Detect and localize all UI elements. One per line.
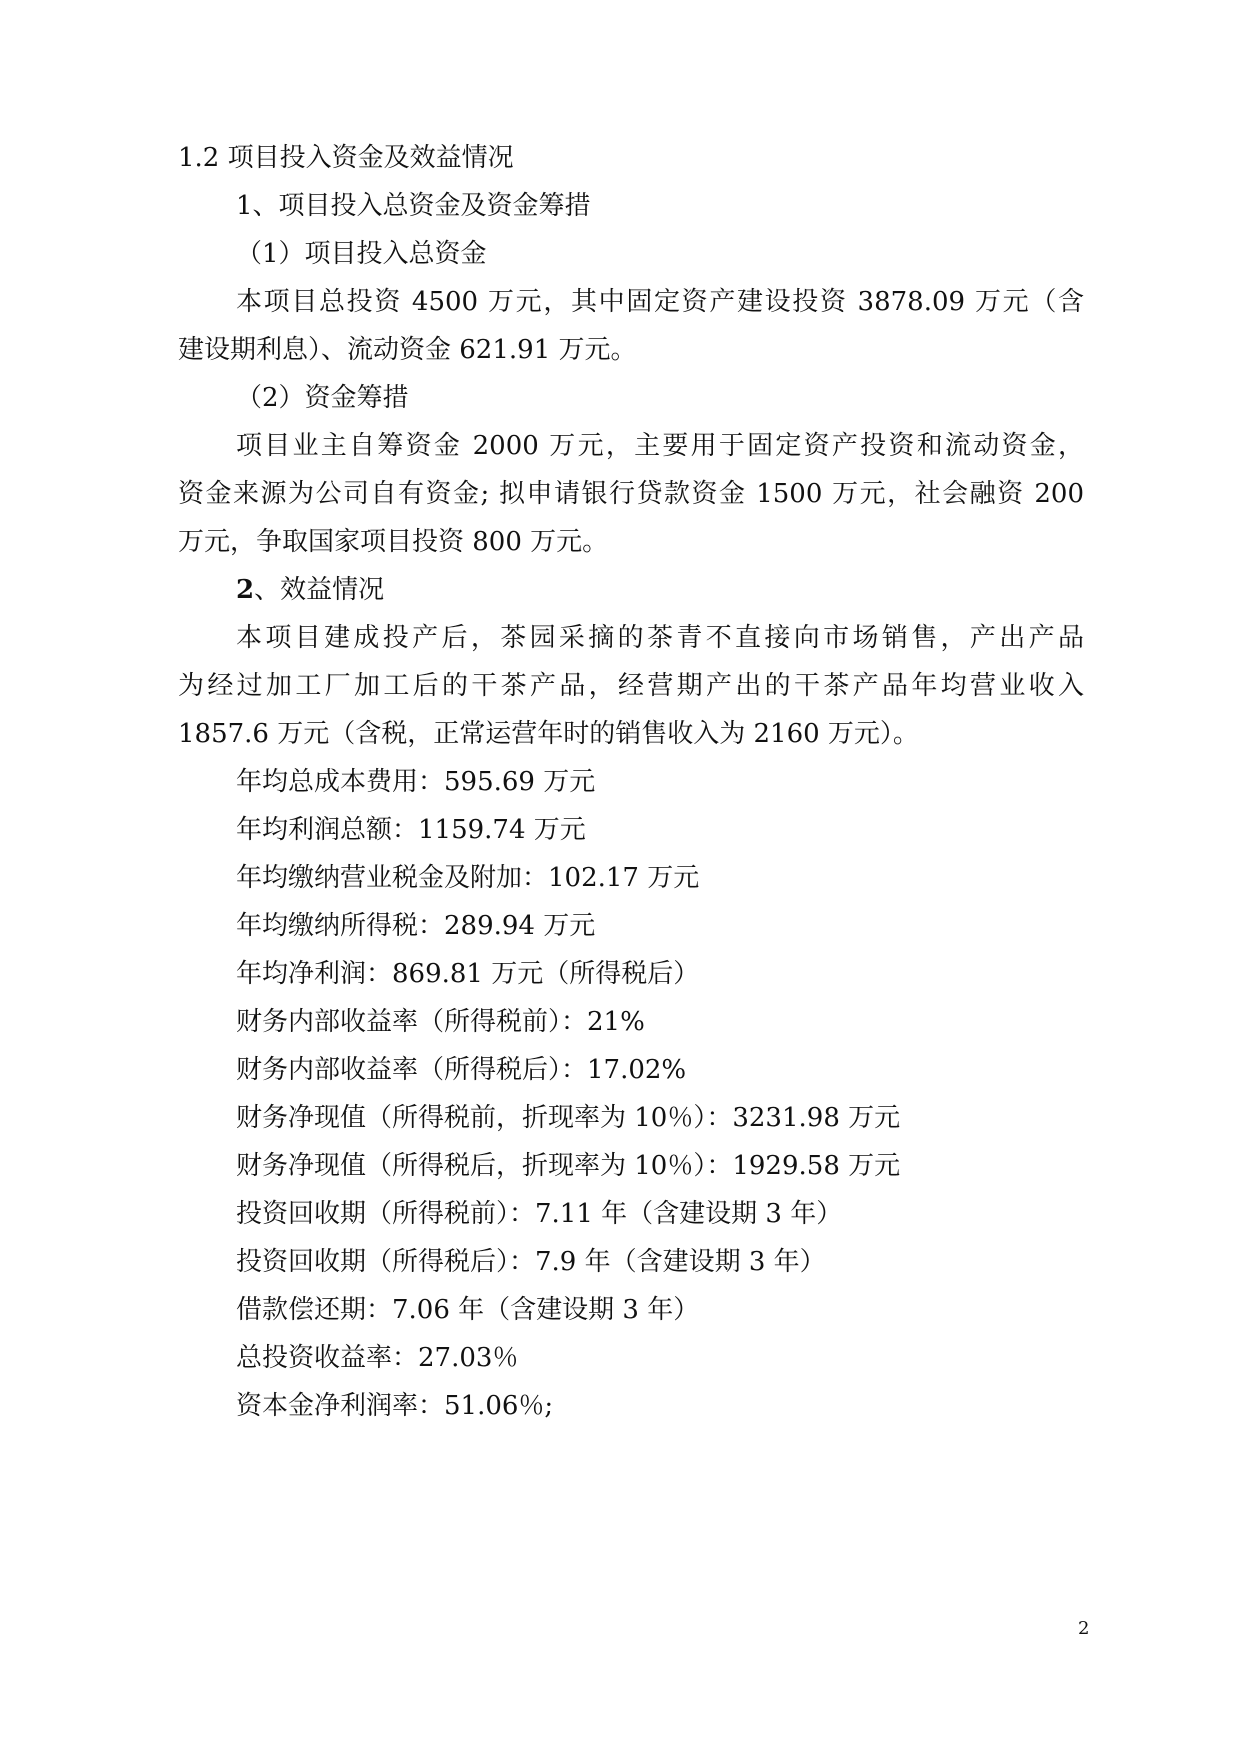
metric-line: 年均缴纳所得税：289.94 万元 [236,911,596,941]
sub1-p2-line: 万元，争取国家项目投资 800 万元。 [178,527,609,557]
sub1-p2-heading: （2）资金筹措 [236,383,409,413]
metric-line: 财务内部收益率（所得税后）：17.02% [236,1055,687,1085]
page-number: 2 [1078,1618,1090,1639]
sub2-heading-text: 、效益情况 [254,575,385,605]
sub1-p1-heading: （1）项目投入总资金 [236,239,487,269]
metric-line: 财务净现值（所得税后，折现率为 10％）：1929.58 万元 [236,1151,901,1181]
metric-line: 财务内部收益率（所得税前）：21% [236,1007,645,1037]
metric-line: 财务净现值（所得税前，折现率为 10％）：3231.98 万元 [236,1103,901,1133]
metric-line: 年均净利润：869.81 万元（所得税后） [236,959,700,989]
sub2-p-line: 本项目建成投产后，茶园采摘的茶青不直接向市场销售，产出产品 [236,623,1084,653]
metric-line: 年均缴纳营业税金及附加：102.17 万元 [236,863,700,893]
metric-line: 借款偿还期：7.06 年（含建设期 3 年） [236,1295,700,1325]
sub2-p-line: 为经过加工厂加工后的干茶产品，经营期产出的干茶产品年均营业收入 [178,671,1084,701]
metric-line: 年均利润总额：1159.74 万元 [236,815,586,845]
sub1-p2-line: 资金来源为公司自有资金; 拟申请银行贷款资金 1500 万元，社会融资 200 [178,479,1084,509]
sub1-heading: 1、项目投入总资金及资金筹措 [236,191,591,221]
metric-line: 年均总成本费用：595.69 万元 [236,767,596,797]
sub2-heading-number: 2 [236,575,255,605]
sub1-p1-line: 本项目总投资 4500 万元，其中固定资产建设投资 3878.09 万元（含 [236,287,1084,317]
sub2-p-line: 1857.6 万元（含税，正常运营年时的销售收入为 2160 万元）。 [178,719,919,749]
section-title: 1.2 项目投入资金及效益情况 [178,143,514,173]
metric-line: 总投资收益率：27.03％ [236,1343,519,1373]
metric-line: 投资回收期（所得税后）：7.9 年（含建设期 3 年） [236,1247,826,1277]
sub1-p1-line: 建设期利息）、流动资金 621.91 万元。 [178,335,637,365]
sub2-heading [236,573,384,607]
metric-line: 资本金净利润率：51.06％; [236,1391,554,1421]
metric-line: 投资回收期（所得税前）：7.11 年（含建设期 3 年） [236,1199,843,1229]
sub1-p2-line: 项目业主自筹资金 2000 万元，主要用于固定资产投资和流动资金， [236,431,1084,461]
